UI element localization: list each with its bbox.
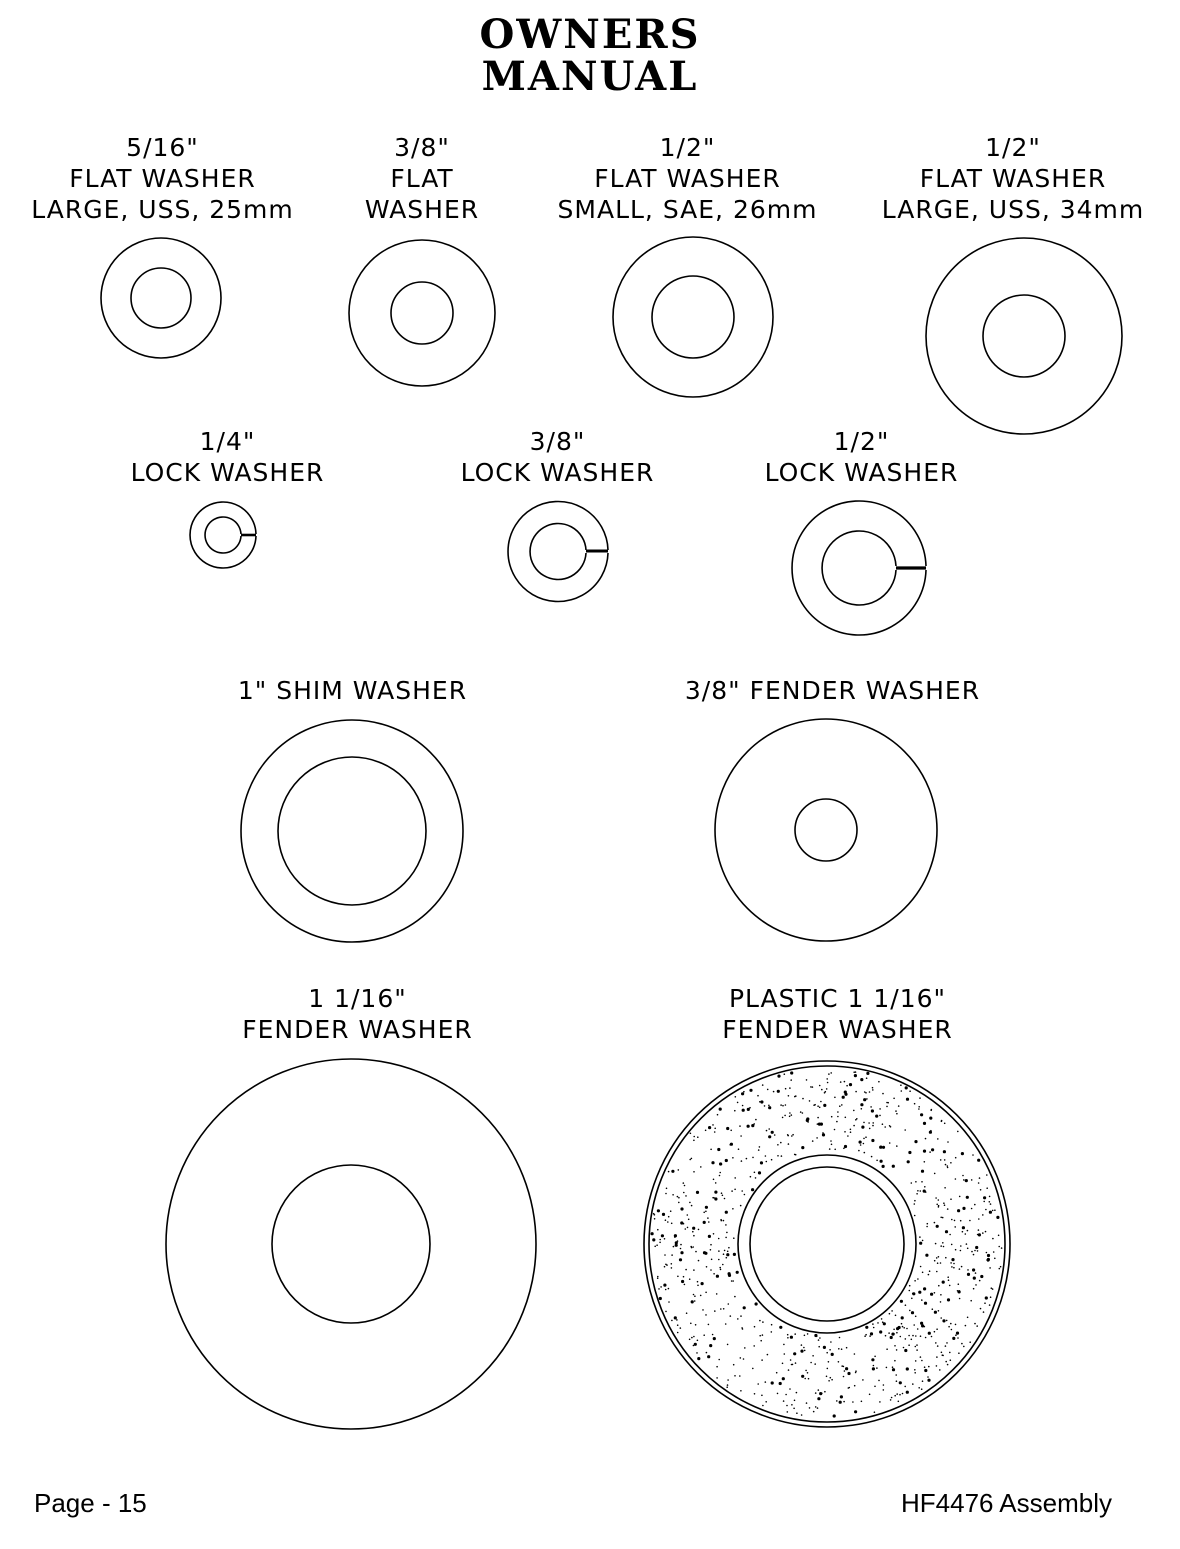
washer-size: 1/2" [985, 133, 1041, 162]
flat-washer-1-2-small-drawing [613, 237, 773, 397]
shim-washer-1-drawing [241, 720, 463, 942]
washer-type: FLAT WASHER [69, 164, 256, 193]
flat-washer-1-2-large-drawing [926, 238, 1122, 434]
plastic-fender-washer-1-1-16-drawing [644, 1061, 1010, 1427]
washer-size: 3/8" [529, 427, 586, 456]
washer-size: 1/2" [833, 427, 890, 456]
fender-washer-3-8-drawing [715, 719, 937, 941]
washer-size: 1 1/16" [308, 984, 407, 1013]
washer-size: 5/16" [126, 133, 199, 162]
washer-type: FLAT WASHER [594, 164, 781, 193]
washer-type: FENDER WASHER [242, 1015, 473, 1044]
washer-spec: SMALL, SAE, 26mm [557, 195, 818, 224]
washer-spec: LARGE, USS, 34mm [881, 195, 1145, 224]
page-number: Page - 15 [34, 1488, 147, 1518]
washer-size: 1/2" [659, 133, 716, 162]
flat-washer-5-16-drawing [101, 238, 221, 358]
document-name: HF4476 Assembly [901, 1488, 1112, 1518]
washer-type: LOCK WASHER [764, 458, 959, 487]
washer-size: 3/8" [394, 133, 450, 162]
washer-spec: LARGE, USS, 25mm [31, 195, 294, 224]
manual-title-line-1: OWNERS [479, 11, 701, 58]
washer-type: FENDER WASHER [722, 1015, 953, 1044]
washer-type-cont: WASHER [364, 195, 480, 224]
washer-type: LOCK WASHER [130, 458, 325, 487]
washer-type: FLAT WASHER [919, 164, 1107, 193]
manual-title-line-2: MANUAL [481, 53, 699, 100]
lock-washer-1-2-drawing [792, 501, 926, 635]
flat-washer-3-8-drawing [349, 240, 495, 386]
washer-type: LOCK WASHER [460, 458, 655, 487]
washer-name: 3/8" FENDER WASHER [684, 676, 981, 705]
fender-washer-1-1-16-drawing [166, 1059, 536, 1429]
lock-washer-3-8-drawing [508, 502, 608, 602]
washer-size: PLASTIC 1 1/16" [728, 984, 947, 1013]
washer-size: 1/4" [199, 427, 256, 456]
washer-type: FLAT [390, 164, 454, 193]
lock-washer-1-4-drawing [190, 502, 256, 568]
washer-name: 1" SHIM WASHER [237, 676, 468, 705]
